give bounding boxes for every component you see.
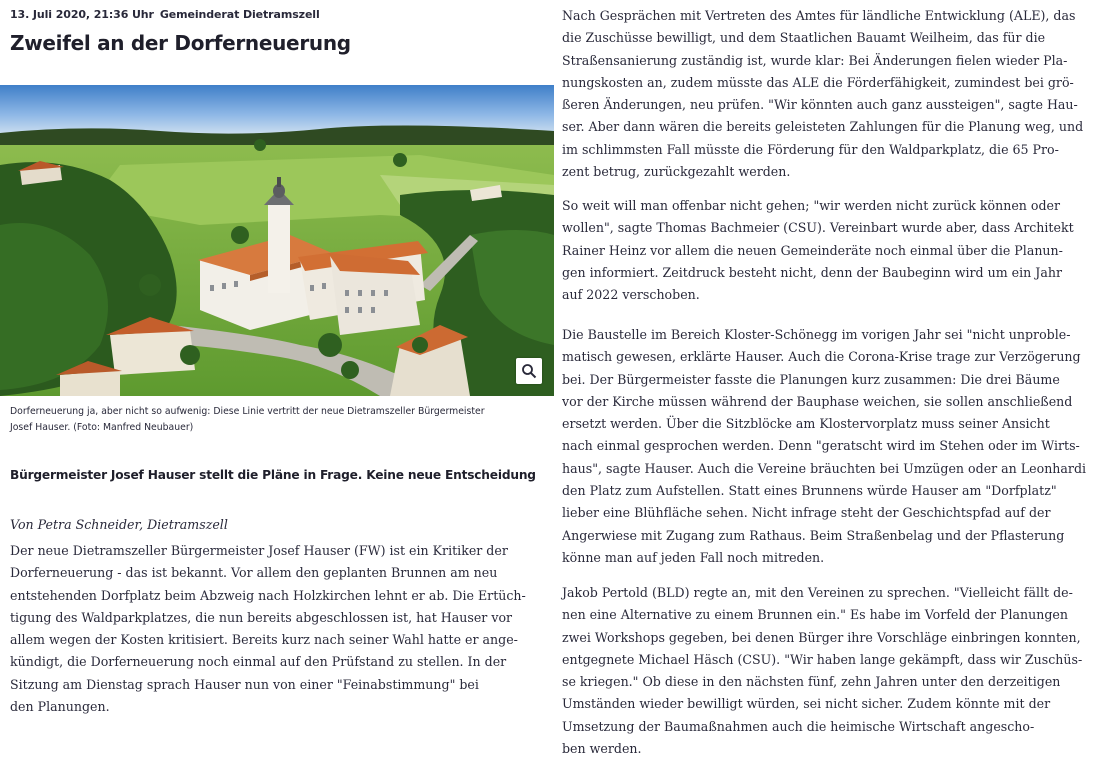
paragraph-line: matisch gewesen, erklärte Hauser. Auch die Corona-Krise trage zur Verzögerung — [562, 349, 1081, 365]
body-paragraph — [562, 5, 1083, 183]
paragraph-line: nach einmal gesprochen werden. Denn "geratscht wird im Stehen oder im Wirts- — [562, 438, 1080, 454]
paragraph-line: Der neue Dietramszeller Bürgermeister Josef Hauser (FW) ist ein Kritiker der — [10, 543, 508, 558]
magnifier-icon — [521, 363, 537, 379]
article-headline: Zweifel an der Dorferneuerung — [10, 31, 351, 55]
paragraph-line: entgegnete Michael Häsch (CSU). "Wir haben lange gekämpft, dass wir Zuschüs- — [562, 651, 1083, 667]
caption-line: Dorferneuerung ja, aber nicht so aufwenig: Diese Linie vertritt der neue Dietramszeller Bürgermeister — [10, 406, 485, 417]
body-paragraph — [10, 540, 526, 718]
article-location: Gemeinderat Dietramszell — [159, 8, 320, 21]
paragraph-line: Die Baustelle im Bereich Kloster-Schönegg im vorigen Jahr sei "nicht unproble- — [562, 327, 1071, 342]
paragraph-line: Umständen wieder bewilligt würden, sei nicht sicher. Zudem könnte mit der — [562, 696, 1051, 712]
body-paragraph — [562, 195, 1074, 306]
paragraph-line: nen eine Alternative zu einem Brunnen ein." Es habe im Vorfeld der Planungen — [562, 607, 1068, 623]
paragraph-line: könne man auf jeden Fall noch mitreden. — [562, 549, 825, 565]
paragraph-line: im schlimmsten Fall müsste die Förderung für den Waldparkplatz, die 65 Pro- — [562, 141, 1059, 157]
paragraph-line: den Planungen. — [10, 699, 110, 715]
paragraph-line: nungskosten an, zudem müsste das ALE die Förderfähigkeit, zumindest bei grö- — [562, 74, 1074, 90]
image-zoom-button[interactable] — [516, 358, 542, 384]
paragraph-line: ser. Aber dann wären die bereits geleisteten Zahlungen für die Planung weg, und — [562, 119, 1084, 135]
paragraph-line: So weit will man offenbar nicht gehen; "wir werden nicht zurück können oder — [562, 198, 1061, 213]
paragraph-line: auf 2022 verschoben. — [562, 287, 700, 303]
article-photo[interactable] — [0, 85, 554, 396]
paragraph-line: se kriegen." Ob diese in den nächsten fünf, zehn Jahren unter den derzeitigen — [562, 674, 1061, 690]
paragraph-line: lieber eine Blühfläche sehen. Nicht infrage steht der Geschichtspfad auf der — [562, 505, 1051, 521]
paragraph-line: haus", sagte Hauser. Auch die Vereine bräuchten bei Umzügen oder an Leonhardi — [562, 460, 1087, 476]
paragraph-line: wollen", sagte Thomas Bachmeier (CSU). Vereinbart wurde aber, dass Architekt — [562, 220, 1074, 236]
caption-line: Josef Hauser. (Foto: Manfred Neubauer) — [10, 422, 194, 433]
paragraph-line: kündigt, die Dorferneuerung noch einmal auf den Prüfstand zu stellen. In der — [10, 654, 507, 670]
paragraph-line: zwei Workshops gegeben, bei denen Bürger ihre Vorschläge einbringen konnten, — [562, 629, 1081, 645]
paragraph-line: vor der Kirche müssen während der Bauphase weichen, sie sollen anschließend — [562, 393, 1073, 409]
paragraph-line: Dorferneuerung - das ist bekannt. Vor allem den geplanten Brunnen am neu — [10, 565, 498, 581]
photo-caption — [10, 404, 550, 436]
article-byline: Von Petra Schneider, Dietramszell — [10, 517, 228, 532]
paragraph-line: Sitzung am Dienstag sprach Hauser nun von einer "Feinabstimmung" bei — [10, 676, 479, 692]
paragraph-line: gen informiert. Zeitdruck besteht nicht, denn der Baubeginn wird um ein Jahr — [562, 264, 1062, 280]
paragraph-line: allem wegen der Kosten kritisiert. Bereits kurz nach seiner Wahl hatte er ange- — [10, 632, 518, 648]
paragraph-line: ben werden. — [562, 741, 642, 757]
body-paragraph — [562, 324, 1086, 569]
paragraph-line: Rainer Heinz vor allem die neuen Gemeinderäte noch einmal über die Planun- — [562, 242, 1063, 258]
article-meta — [10, 8, 320, 21]
article-date: 13. Juli 2020, 21:36 Uhr — [10, 8, 154, 21]
paragraph-line: entstehenden Dorfplatz beim Abzweig nach Holzkirchen lehnt er ab. Die Ertüch- — [10, 587, 526, 603]
paragraph-line: Umsetzung der Baumaßnahmen auch die heimische Wirtschaft angescho- — [562, 718, 1035, 734]
paragraph-line: Angerwiese mit Zugang zum Rathaus. Beim Straßenbelag und der Pflasterung — [562, 527, 1065, 543]
paragraph-line: ersetzt werden. Über die Sitzblöcke am Klostervorplatz muss seiner Ansicht — [562, 416, 1050, 432]
aerial-monastery-image — [0, 85, 554, 396]
paragraph-line: die Zuschüsse bewilligt, und dem Staatlichen Bauamt Weilheim, das für die — [562, 30, 1046, 46]
article-subheadline: Bürgermeister Josef Hauser stellt die Pläne in Frage. Keine neue Entscheidung — [10, 468, 536, 482]
paragraph-line: Straßensanierung zuständig ist, wurde klar: Bei Änderungen fielen wieder Pla- — [562, 52, 1068, 68]
paragraph-line: den Platz zum Aufstellen. Statt eines Brunnens würde Hauser am "Dorfplatz" — [562, 483, 1057, 499]
paragraph-line: Jakob Pertold (BLD) regte an, mit den Vereinen zu sprechen. "Vielleicht fällt de- — [562, 585, 1073, 600]
body-paragraph — [562, 582, 1082, 760]
paragraph-line: ßeren Änderungen, neu prüfen. "Wir könnten auch ganz aussteigen", sagte Hau- — [562, 97, 1078, 113]
paragraph-line: Nach Gesprächen mit Vertreten des Amtes für ländliche Entwicklung (ALE), das — [562, 8, 1076, 23]
paragraph-line: tigung des Waldparkplatzes, die nun bereits abgeschlossen ist, hat Hauser vor — [10, 609, 513, 625]
paragraph-line: bei. Der Bürgermeister fasste die Planungen kurz zusammen: Die drei Bäume — [562, 371, 1060, 387]
paragraph-line: zent betrug, zurückgezahlt werden. — [562, 164, 791, 180]
